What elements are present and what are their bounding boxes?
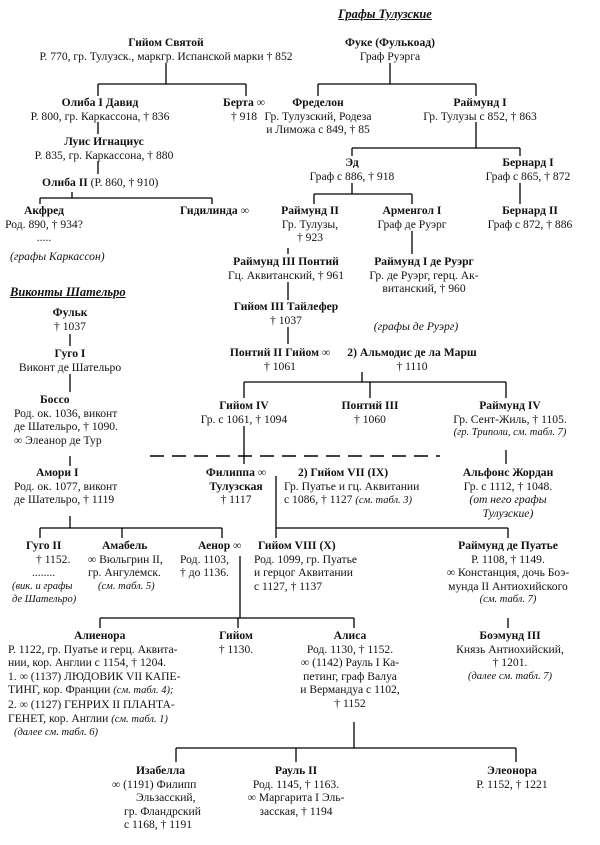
person-guillaume-4: Гийом IV Гр. с 1061, † 1094 bbox=[200, 399, 288, 426]
person-ed: Эд Граф с 886, † 918 bbox=[309, 156, 395, 183]
person-pons-2: Понтий II Гийом ∞ † 1061 bbox=[229, 346, 331, 373]
person-philippa: Филиппа ∞ Тулузская † 1117 bbox=[205, 466, 267, 507]
person-guillaume-3: Гийом III Тайлефер † 1037 bbox=[233, 300, 339, 327]
person-bohemond-3: Боэмунд III Князь Антиохийский, † 1201. (далее см. табл. 7) bbox=[456, 629, 564, 682]
person-isabella: Изабелла ∞ (1191) Филипп Эльзасский, гр. Фландрский с 1168, † 1191 bbox=[112, 764, 201, 832]
person-bernard-1: Бернард I Граф с 865, † 872 bbox=[485, 156, 571, 183]
header-toulouse: Графы Тулузские bbox=[338, 7, 432, 21]
person-fredelon: Фределон Гр. Тулузский, Родеза и Лиможа с 849, † 85 bbox=[264, 96, 372, 137]
person-hugo-2: Гуго II † 1152. ........ (вик. и графы де Шательро) bbox=[12, 539, 77, 606]
header-chatellerault: Виконты Шательро bbox=[10, 285, 126, 299]
person-raoul-2: Рауль II Род. 1145, † 1163. ∞ Маргарита I Эль- засская, † 1194 bbox=[247, 764, 345, 818]
person-alisa: Алиса Род. 1130, † 1152. ∞ (1142) Рауль I Ка- петинг, граф Валуа и Вермандуа с 1102, † 1152 bbox=[300, 629, 400, 710]
person-raymond-3: Раймунд III Понтий Гц. Аквитанский, † 961 bbox=[227, 255, 345, 282]
person-oliba-2: Олиба II (Р. 860, † 910) bbox=[42, 176, 159, 189]
person-alphonse: Альфонс Жордан Гр. с 1112, † 1048. (от него графы Тулузские) bbox=[462, 466, 554, 520]
person-armengol: Арменгол I Граф де Руэрг bbox=[377, 204, 447, 231]
person-alienor: Алиенора Р. 1122, гр. Пуатье и герц. Аквита- нии, кор. Англии с 1154, † 1204. 1. ∞ (1137) ЛЮДОВИК VII КАПЕ- ТИНГ, кор. Франции (см. табл. 4); 2. ∞ (1127) ГЕНРИХ II ПЛАНТА- ГЕНЕТ, кор. Англии (см. табл. 1) (далее см. табл. 6) bbox=[8, 629, 181, 739]
person-almodis: 2) Альмодис де ла Марш † 1110 bbox=[347, 346, 477, 373]
person-acfred: Акфред Род. 890, † 934? ..... bbox=[5, 204, 83, 245]
note-carcassonne: (графы Каркассон) bbox=[10, 250, 105, 263]
person-pons-3: Понтий III † 1060 bbox=[341, 399, 399, 426]
person-raymond-poitiers: Раймунд де Пуатье Р. 1108, † 1149. ∞ Констанция, дочь Боэ- мунда II Антиохийского (см. табл. 7) bbox=[446, 539, 570, 606]
person-berta: Берта ∞ † 918 bbox=[223, 96, 265, 123]
person-fouques: Фуке (Фулькоад) Граф Руэрга bbox=[345, 36, 435, 63]
person-amaury: Амори I Род. ок. 1077, виконт де Шательро, † 1119 bbox=[14, 466, 118, 507]
person-bosso: Боссо Род. ок. 1036, виконт де Шательро, † 1090. ∞ Элеанор де Тур bbox=[14, 393, 118, 447]
person-amabel: Амабель ∞ Вюльгрин II, гр. Ангулемск. (см. табл. 5) bbox=[88, 539, 163, 592]
person-gidilinda: Гидилинда ∞ bbox=[180, 204, 249, 217]
person-guillaume-7: 2) Гийом VII (IX) Гр. Пуатье и гц. Аквитании с 1086, † 1127 (см. табл. 3) bbox=[284, 466, 420, 507]
person-raymond-2: Раймунд II Гр. Тулузы, † 923 bbox=[281, 204, 339, 245]
person-bernard-2: Бернард II Граф с 872, † 886 bbox=[487, 204, 573, 231]
person-eleonora: Элеонора Р. 1152, † 1221 bbox=[476, 764, 548, 791]
person-raymond-rouergue: Раймунд I де Руэрг Гр. де Руэрг, герц. Ак- витанский, † 960 bbox=[369, 255, 479, 296]
person-guillaume-saint: Гийом Святой Р. 770, гр. Тулузск., маркгр. Испанской марки † 852 bbox=[39, 36, 293, 63]
person-raymond-4: Раймунд IV Гр. Сент-Жиль, † 1105. (гр. Триполи, см. табл. 7) bbox=[453, 399, 567, 439]
person-louis: Луис Игнациус Р. 835, гр. Каркассона, † 880 bbox=[34, 135, 174, 162]
person-foulques: Фульк † 1037 bbox=[52, 306, 88, 333]
person-aenor: Аенор ∞ Род. 1103, † до 1136. bbox=[180, 539, 242, 580]
person-guillaume-8: Гийом VIII (X) Род. 1099, гр. Пуатье и герцог Аквитании с 1127, † 1137 bbox=[254, 539, 358, 593]
note-rouergue: (графы де Руэрг) bbox=[373, 320, 459, 333]
person-hugo-1: Гуго I Виконт де Шательро bbox=[18, 347, 122, 374]
person-oliba-1: Олиба I Давид Р. 800, гр. Каркассона, † 836 bbox=[30, 96, 170, 123]
person-guillaume-son: Гийом † 1130. bbox=[218, 629, 254, 656]
person-raymond-1: Раймунд I Гр. Тулузы с 852, † 863 bbox=[423, 96, 537, 123]
